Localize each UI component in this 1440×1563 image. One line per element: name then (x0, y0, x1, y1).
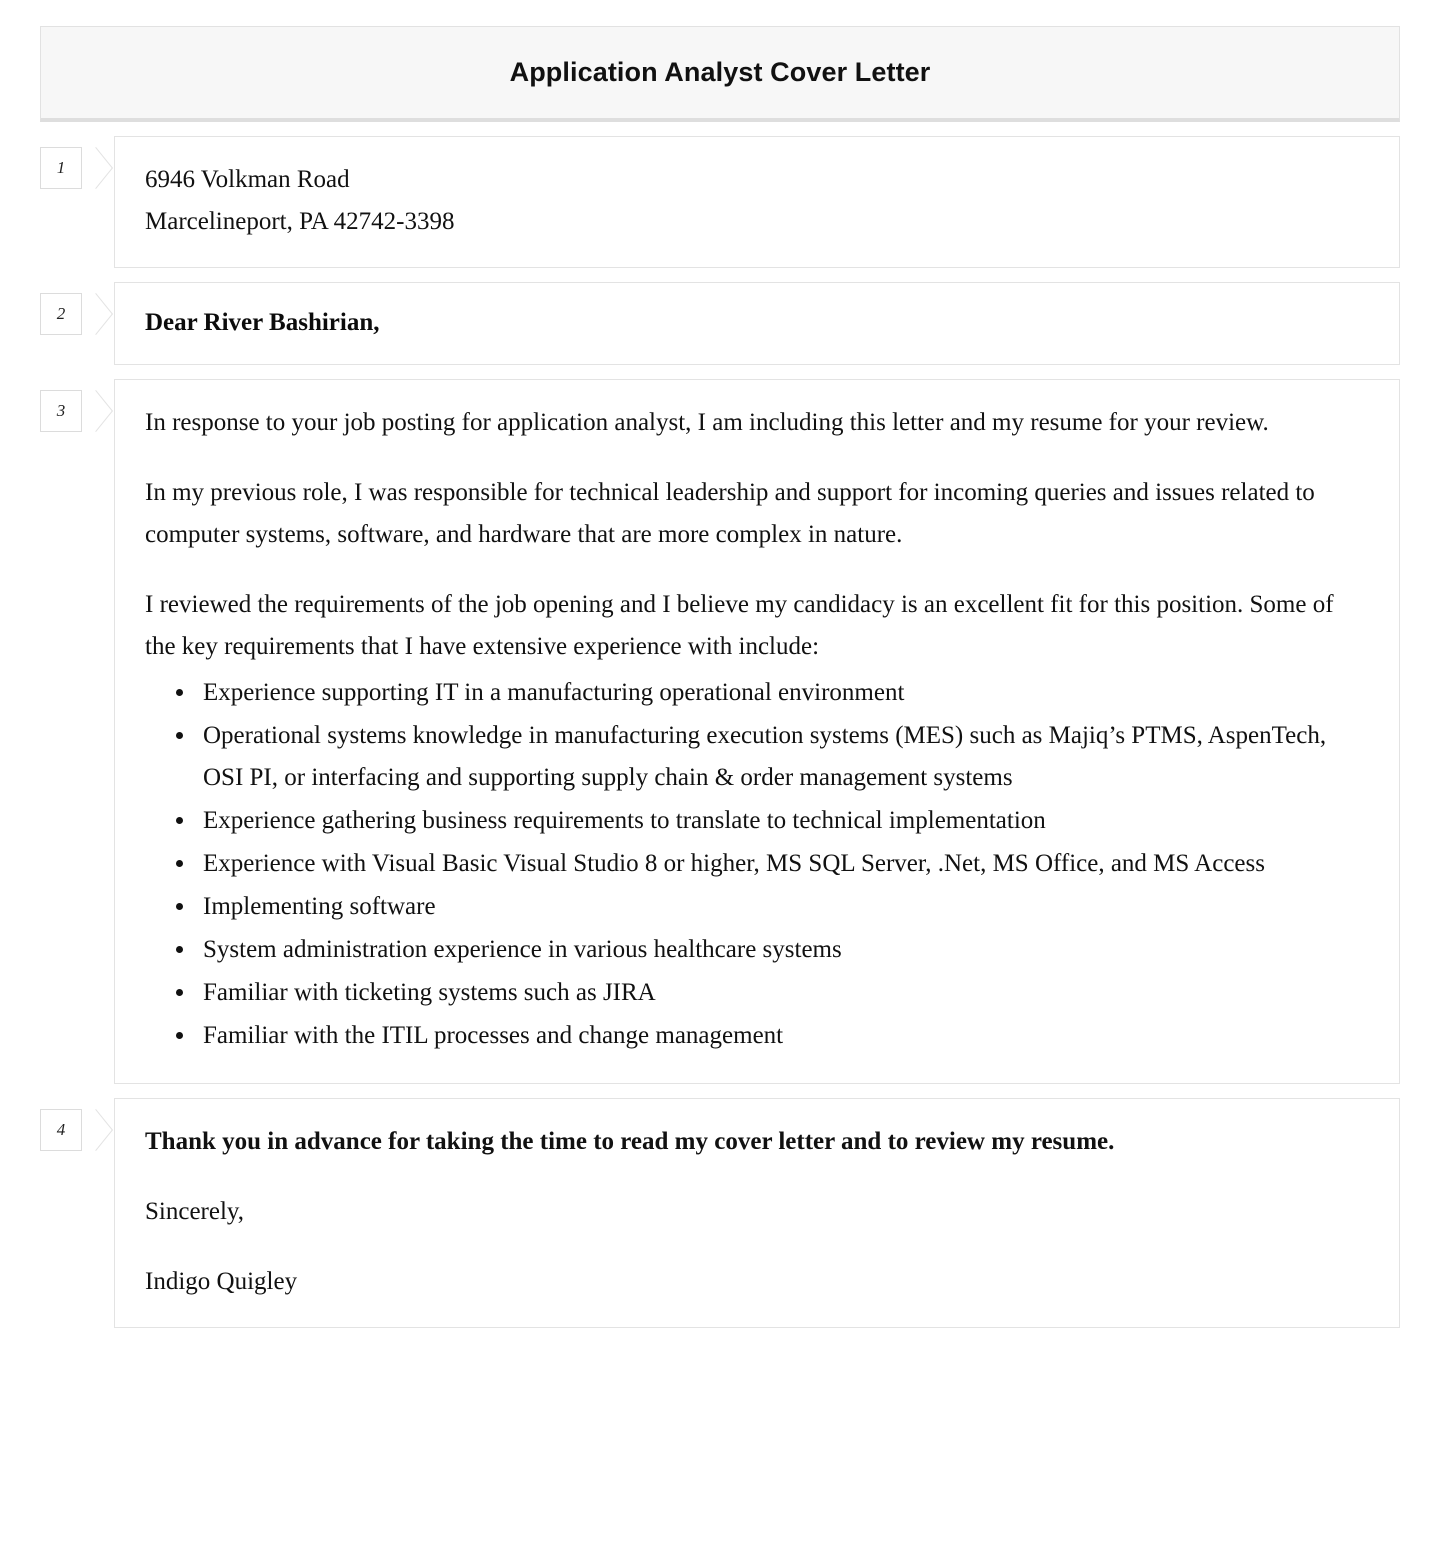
list-item: • Operational systems knowledge in manufacturing execution systems (MES) such as Majiq’s PTMS, AspenTech, OSI PI, or interfacing and supporting supply chain & order management systems (197, 715, 1369, 799)
salutation-panel[interactable] (114, 282, 1400, 365)
block-marker-3[interactable]: 3 (40, 390, 82, 432)
body-paragraph-2: In my previous role, I was responsible for technical leadership and support for incoming queries and issues related to computer systems, software, and hardware that are more complex in nature. (145, 479, 1315, 548)
salutation-text: Dear River Bashirian, (145, 309, 380, 336)
block-marker-1[interactable]: 1 (40, 147, 82, 189)
chevron-left-icon-1 (96, 147, 115, 189)
block-body (40, 379, 1400, 1084)
block-marker-2[interactable]: 2 (40, 293, 82, 335)
panel-wrap-3 (114, 379, 1400, 1084)
body-panel[interactable] (114, 379, 1400, 1084)
block-closing (40, 1098, 1400, 1328)
page-title: Application Analyst Cover Letter (509, 57, 931, 87)
block-marker-4[interactable]: 4 (40, 1109, 82, 1151)
closing-thank-you: Thank you in advance for taking the time to read my cover letter and to review my resume. (145, 1128, 1115, 1155)
list-item: • Experience supporting IT in a manufacturing operational environment (197, 672, 1369, 714)
block-address (40, 136, 1400, 268)
address-line-2: Marcelineport, PA 42742-3398 (145, 208, 455, 235)
address-panel[interactable] (114, 136, 1400, 268)
chevron-left-icon-3 (96, 390, 115, 432)
list-item: • Familiar with the ITIL processes and change management (197, 1015, 1369, 1057)
closing-signoff: Sincerely, (145, 1198, 245, 1225)
list-item: • Implementing software (197, 886, 1369, 928)
chevron-left-icon-4 (96, 1109, 115, 1151)
body-paragraph-3: I reviewed the requirements of the job opening and I believe my candidacy is an excellent fit for this position. Some of the key requirements that I have extensive experience with include: (145, 591, 1334, 660)
closing-signature: Indigo Quigley (145, 1268, 298, 1295)
closing-panel[interactable] (114, 1098, 1400, 1328)
block-list (40, 136, 1400, 1328)
list-item: • System administration experience in various healthcare systems (197, 929, 1369, 971)
list-item: • Experience gathering business requirements to translate to technical implementation (197, 800, 1369, 842)
list-item: • Familiar with ticketing systems such as JIRA (197, 972, 1369, 1014)
document-header (40, 26, 1400, 122)
list-item: • Experience with Visual Basic Visual Studio 8 or higher, MS SQL Server, .Net, MS Office, and MS Access (197, 843, 1369, 885)
body-paragraph-1: In response to your job posting for application analyst, I am including this letter and my resume for your review. (145, 409, 1269, 436)
block-salutation (40, 282, 1400, 365)
chevron-left-icon-2 (96, 293, 115, 335)
panel-wrap-1 (114, 136, 1400, 268)
cover-letter-page (0, 26, 1440, 1328)
address-line-1: 6946 Volkman Road (145, 166, 350, 193)
panel-wrap-2 (114, 282, 1400, 365)
panel-wrap-4 (114, 1098, 1400, 1328)
requirements-list (145, 672, 1369, 1057)
